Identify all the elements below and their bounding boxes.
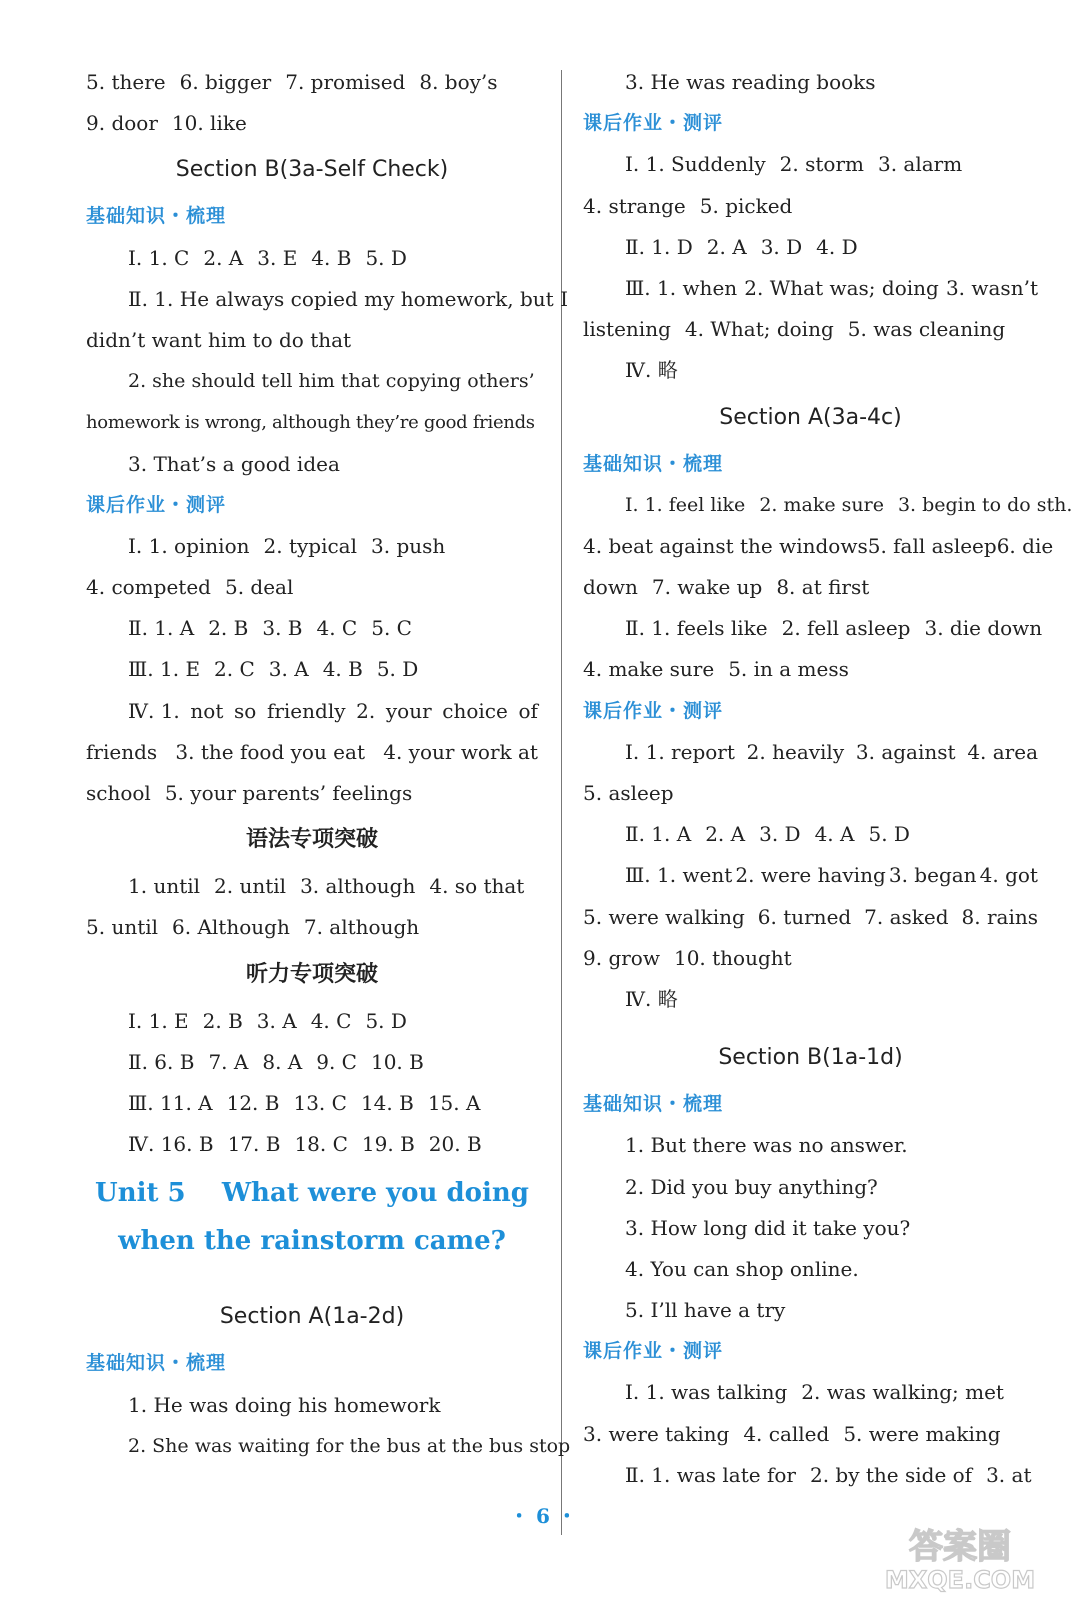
section-heading: 听力专项突破 [245,961,378,987]
answer-line: 4. make sure 5. in a mess [583,657,849,682]
answer-line: Ⅰ. 1. E 2. B 3. A 4. C 5. D [128,1008,407,1033]
answer-line: 2. She was waiting for the bus at the bus stop [128,1434,571,1457]
answer-line: 5. were walking 6. turned 7. asked 8. rains [583,904,1038,929]
answer-line: Ⅱ. 1. feels like 2. fell asleep 3. die down [625,616,1043,641]
answer-line: down 7. wake up 8. at first [583,575,870,600]
answer-line: 1. until 2. until 3. although 4. so that [128,874,525,899]
answer-line: Ⅳ. 略 [625,358,678,383]
category-tag: 课后作业・测评 [583,699,724,722]
section-heading: Section A(3a-4c) [719,404,902,430]
answer-line: 3. That’s a good idea [128,451,340,476]
answer-line: Ⅱ. 1. was late for 2. by the side of 3. at [625,1462,1032,1487]
answer-line: Ⅱ. 1. D 2. A 3. D 4. D [625,234,858,259]
unit-subtitle: when the rainstorm came? [118,1226,506,1257]
answer-line: 3. were taking 4. called 5. were making [583,1421,1001,1446]
category-tag: 课后作业・测评 [583,112,724,135]
answer-line: Ⅲ. 1. when 2. What was; doing 3. wasn’t [625,275,1038,300]
section-heading: Section B(3a-Self Check) [175,157,449,183]
answer-line: Ⅱ. 1. He always copied my homework, but I [128,286,568,311]
answer-line: Ⅱ. 6. B 7. A 8. A 9. C 10. B [128,1049,424,1074]
answer-line: Ⅰ. 1. Suddenly 2. storm 3. alarm [625,152,963,177]
answer-line: Ⅰ. 1. report 2. heavily 3. against 4. area [625,739,1038,764]
answer-line: 4. You can shop online. [625,1256,859,1281]
answer-line: Ⅲ. 11. A 12. B 13. C 14. B 15. A [128,1090,481,1115]
answer-line: 5. until 6. Although 7. although [86,915,420,940]
unit-title: Unit 5 What were you doing [95,1178,529,1209]
category-tag: 课后作业・测评 [583,1340,724,1363]
answer-line: 5. asleep [583,781,674,805]
category-tag: 基础知识・梳理 [583,452,724,475]
answer-line: Ⅰ. 1. was talking 2. was walking; met [625,1380,1004,1405]
watermark-text: 答案圈 [909,1527,1011,1567]
answer-line: Ⅲ. 1. went 2. were having 3. began 4. got [625,863,1038,888]
answer-line: Ⅱ. 1. A 2. B 3. B 4. C 5. C [128,616,412,641]
answer-line: 4. beat against the windows 5. fall asleep 6. die [583,533,1054,558]
answer-line: 4. strange 5. picked [583,193,793,218]
watermark-url: MXQE.COM [884,1566,1036,1594]
watermark-logo [860,1520,1060,1594]
category-tag: 课后作业・测评 [86,493,227,516]
answer-line: 2. she should tell him that copying others’ [128,370,535,393]
answer-line: 9. door 10. like [86,111,247,136]
answer-line: Ⅲ. 1. E 2. C 3. A 4. B 5. D [128,657,419,682]
right-column [583,62,1073,1496]
answer-line: Ⅳ. 16. B 17. B 18. C 19. B 20. B [128,1132,482,1157]
answer-line: homework is wrong, although they’re good friends [86,412,535,434]
left-column [86,62,571,1467]
page-number: ・ 6 ・ [509,1504,577,1528]
answer-line: 2. Did you buy anything? [625,1174,878,1199]
answer-line: Ⅳ. 略 [625,986,678,1011]
answer-line: Ⅰ. 1. opinion 2. typical 3. push [128,533,446,558]
category-tag: 基础知识・梳理 [583,1093,724,1116]
answer-line: 5. I’ll have a try [625,1298,786,1323]
category-tag: 基础知识・梳理 [86,1352,227,1375]
answer-line: didn’t want him to do that [86,327,352,352]
answer-line: 1. But there was no answer. [625,1133,908,1158]
answer-line: 3. How long did it take you? [625,1215,911,1240]
answer-line: 5. there 6. bigger 7. promised 8. boy’s [86,70,498,94]
answer-line: 4. competed 5. deal [86,575,294,600]
answer-line: Ⅳ. 1. not so friendly 2. your choice of [128,698,538,723]
answer-line: school 5. your parents’ feelings [86,781,413,805]
section-heading: 语法专项突破 [245,827,378,853]
category-tag: 基础知识・梳理 [86,205,227,228]
answer-line: Ⅰ. 1. feel like 2. make sure 3. begin to do sth. [625,493,1073,516]
answer-line: 9. grow 10. thought [583,945,792,970]
answer-line: 1. He was doing his homework [128,1392,441,1417]
answer-line: Ⅱ. 1. A 2. A 3. D 4. A 5. D [625,822,910,847]
answer-line: listening 4. What; doing 5. was cleaning [583,317,1006,342]
section-heading: Section B(1a-1d) [718,1045,903,1071]
answer-line: Ⅰ. 1. C 2. A 3. E 4. B 5. D [128,245,407,270]
answer-line: 3. He was reading books [625,70,876,94]
section-heading: Section A(1a-2d) [219,1304,405,1330]
answer-line: friends 3. the food you eat 4. your work at [86,739,538,764]
